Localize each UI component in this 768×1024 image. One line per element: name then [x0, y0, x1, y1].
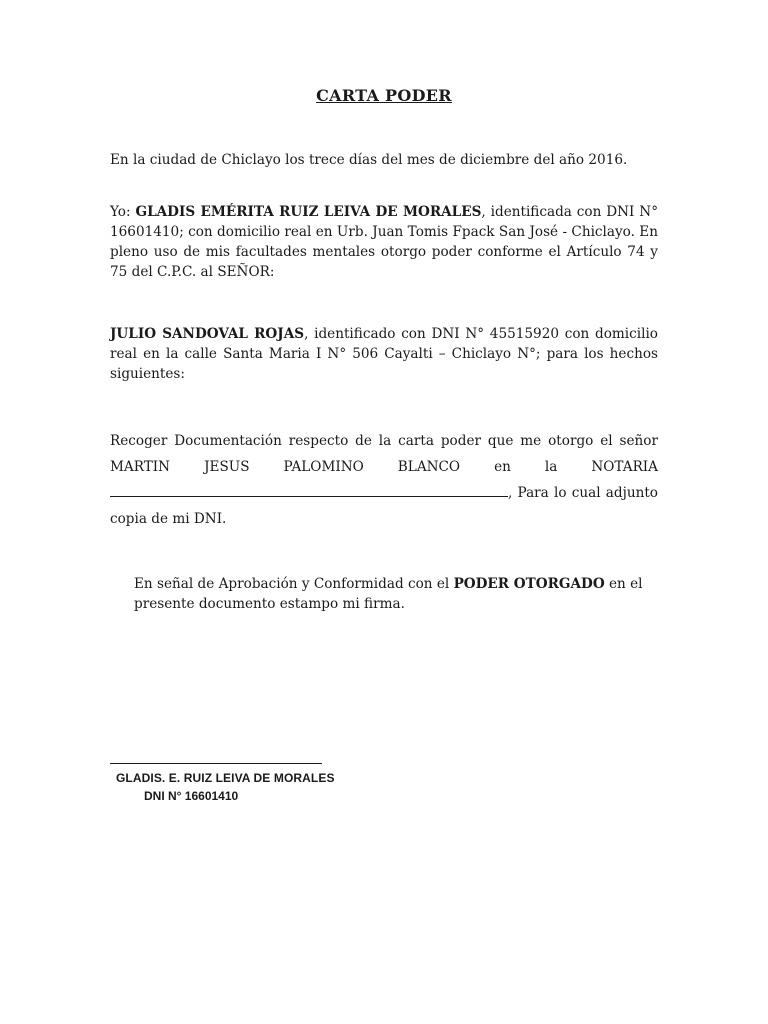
date-paragraph: En la ciudad de Chiclayo los trece días del mes de diciembre del año 2016. [110, 152, 628, 168]
signature-name: GLADIS. E. RUIZ LEIVA DE MORALES [116, 771, 335, 785]
purpose-text: Recoger Documentación respecto de la carta poder que me otorgo el señor MARTIN JESUS PALOMINO BLANCO en la NOTARIA [110, 433, 658, 475]
grantor-name: GLADIS EMÉRITA RUIZ LEIVA DE MORALES [135, 204, 482, 220]
agent-name: JULIO SANDOVAL ROJAS [110, 326, 305, 342]
approval-text: En señal de Aprobación y Conformidad con el [134, 576, 454, 592]
notary-blank-line [110, 482, 508, 497]
document-title: CARTA PODER [316, 86, 452, 105]
grantor-paragraph [110, 202, 658, 282]
approval-text-end: en el presente documento estampo mi firma. [134, 576, 643, 612]
approval-paragraph [134, 574, 660, 614]
agent-details: , identificado con DNI N° 45515920 con domicilio real en la calle Santa Maria I N° 506 Cayalti – Chiclayo N°; para los hechos siguientes: [110, 326, 658, 382]
purpose-text-end: , Para lo cual adjunto copia de mi DNI. [110, 485, 658, 527]
signature-dni: DNI N° 16601410 [144, 789, 239, 803]
grantor-details: , identificada con DNI N° 16601410; con domicilio real en Urb. Juan Tomis Fpack San José - Chiclayo. En pleno uso de mis facultades mentales otorgo poder conforme el Artículo 74 y 75 del C.P.C. al SEÑOR: [110, 204, 658, 280]
purpose-paragraph [110, 428, 658, 532]
grantor-prefix: Yo: [110, 204, 136, 220]
agent-paragraph [110, 324, 658, 384]
approval-bold: PODER OTORGADO [453, 576, 605, 592]
signature-line [110, 763, 322, 764]
